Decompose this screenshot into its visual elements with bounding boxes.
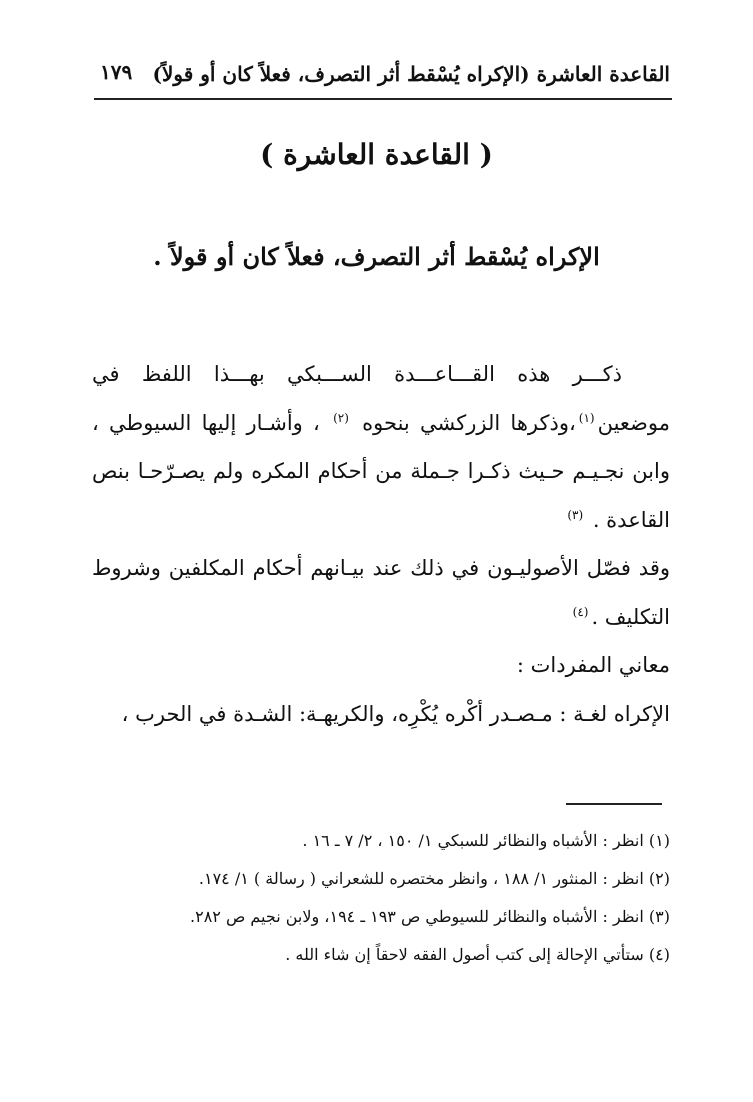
footnote-ref-3: (٣)	[567, 507, 584, 522]
paragraph-1-part-c: ، وأشـار إليها السيوطي ، وابن نجـيـم حـيث ذكـرا جـملة من أحكام المكره ولم يصـرّحـا بنص القاعدة .	[92, 410, 670, 532]
footnote-divider	[566, 803, 662, 805]
paragraph-2	[92, 544, 670, 641]
page-number: ١٧٩	[100, 60, 133, 84]
footnote-ref-2: (٢)	[333, 410, 349, 425]
footnotes	[90, 822, 670, 974]
chapter-title: ( القاعدة العاشرة )	[260, 138, 493, 171]
paragraph-1-part-a: ذكـــر هذه القـــاعـــدة الســـبكي بهـــذا اللفظ في موضعين	[92, 362, 670, 435]
footnote-item: (٤) ستأتي الإحالة إلى كتب أصول الفقه لاحقاً إن شاء الله .	[285, 945, 670, 964]
header-divider	[94, 98, 672, 100]
rule-statement: الإكراه يُسْقط أثر التصرف، فعلاً كان أو قولاً .	[153, 242, 600, 271]
footnote-item: (١) انظر : الأشباه والنظائر للسبكي ١/ ١٥٠ ، ٢/ ٧ ـ ١٦ .	[302, 831, 670, 850]
paragraph-2-text: وقد فصّل الأصوليـون في ذلك عند بيـانهم أحكام المكلفين وشروط التكليف .	[92, 556, 670, 629]
running-title: القاعدة العاشرة (الإكراه يُسْقط أثر التصرف، فعلاً كان أو قولاً)	[152, 62, 670, 86]
footnote-ref-1: (١)	[578, 410, 595, 425]
running-head	[100, 60, 670, 96]
footnote-item: (٢) انظر : المنثور ١/ ١٨٨ ، وانظر مختصره للشعراني ( رسالة ) ١/ ١٧٤.	[198, 869, 670, 888]
paragraph-1-part-b: ،وذكرها الزركشي بنحوه	[362, 410, 576, 435]
paragraph-1	[92, 350, 670, 544]
section-heading: معاني المفردات :	[516, 653, 670, 677]
paragraph-3: الإكراه لغـة : مـصـدر أكْره يُكْرِه، والكريهـة: الشـدة في الحرب ،	[121, 701, 670, 726]
body-text	[92, 350, 670, 738]
footnote-ref-4: (٤)	[572, 604, 589, 619]
footnote-item: (٣) انظر : الأشباه والنظائر للسيوطي ص ١٩٣ ـ ١٩٤، ولابن نجيم ص ٢٨٢.	[190, 907, 670, 926]
